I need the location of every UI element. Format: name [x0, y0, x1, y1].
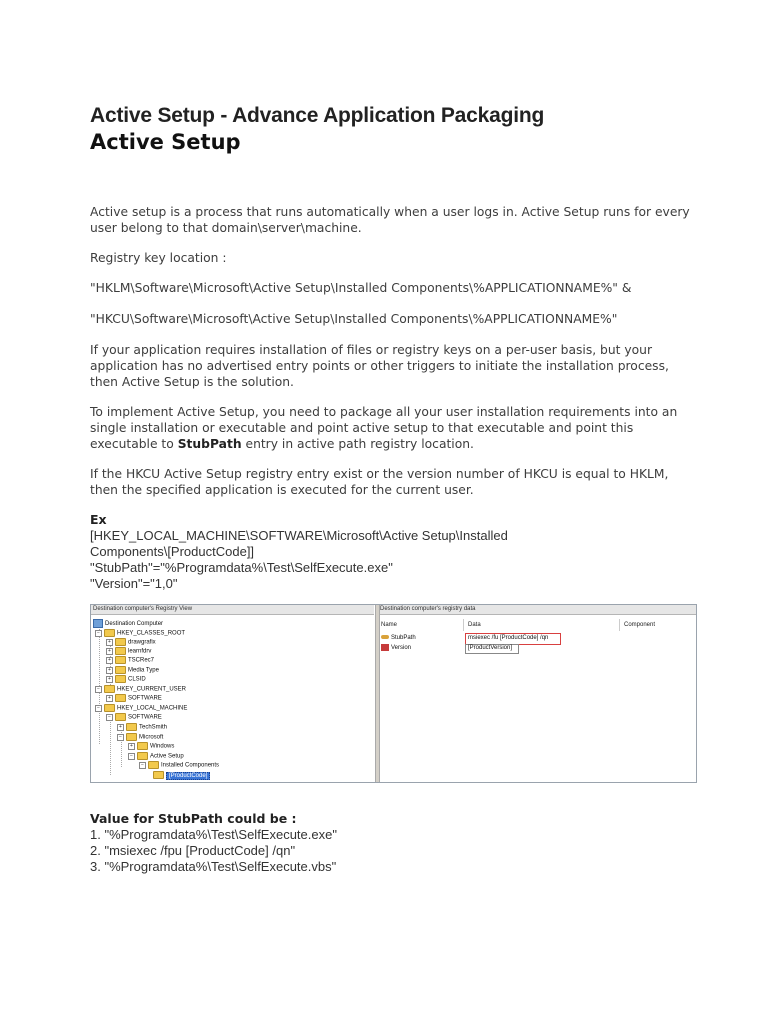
tree-node[interactable] — [95, 685, 186, 694]
folder-icon — [115, 666, 126, 674]
implement-text-before: To implement Active Setup, you need to package all your user installation requirements into an single installation or executable and point active setup to that executable and point this executable to — [90, 405, 678, 451]
folder-icon — [126, 723, 137, 731]
tree-label: Windows — [150, 743, 175, 750]
collapse-icon[interactable]: − — [95, 705, 102, 712]
tree-label: drawgrafix — [128, 639, 156, 646]
tree-node[interactable] — [128, 742, 174, 751]
stubpath-values-heading: Value for StubPath could be : — [90, 811, 297, 826]
folder-icon — [153, 771, 164, 779]
folder-icon — [137, 752, 148, 760]
tree-node[interactable] — [106, 666, 159, 675]
example-heading: Ex — [90, 512, 107, 527]
tree-node[interactable] — [106, 694, 162, 703]
tree-label: Media Type — [128, 667, 159, 674]
collapse-icon[interactable]: − — [106, 714, 113, 721]
tree-label: SOFTWARE — [128, 695, 162, 702]
folder-icon — [126, 733, 137, 741]
example-line: "StubPath"="%Programdata%\Test\SelfExecute.exe" — [90, 560, 393, 575]
expand-icon[interactable]: + — [128, 743, 135, 750]
tree-label: TechSmith — [139, 724, 168, 731]
hkcu-paragraph: If the HKCU Active Setup registry entry exist or the version number of HKCU is equal to HKLM, then the specified application is executed for the current user. — [90, 467, 669, 497]
tree-node[interactable] — [106, 656, 154, 665]
registry-view-header: Destination computer's Registry View — [91, 605, 374, 615]
column-separator[interactable] — [619, 619, 620, 631]
column-header-data[interactable]: Data — [468, 622, 481, 628]
registry-value-row[interactable] — [381, 634, 416, 643]
folder-icon — [148, 761, 159, 769]
tree-line — [110, 715, 111, 775]
collapse-icon[interactable]: − — [117, 734, 124, 741]
registry-data-header: Destination computer's registry data — [378, 605, 696, 615]
folder-icon — [115, 656, 126, 664]
folder-icon — [104, 685, 115, 693]
tree-node[interactable] — [128, 752, 184, 761]
tree-node[interactable] — [117, 723, 167, 732]
column-header-component[interactable]: Component — [624, 622, 656, 628]
tree-label: SOFTWARE — [128, 714, 162, 721]
stubpath-value-item: 3. "%Programdata%\Test\SelfExecute.vbs" — [90, 859, 337, 874]
key-icon — [381, 635, 389, 639]
hklm-path: "HKLM\Software\Microsoft\Active Setup\Installed Components\%APPLICATIONNAME%" & — [90, 281, 632, 295]
tree-label: Destination Computer — [105, 621, 164, 628]
tree-label: Active Setup — [150, 753, 184, 760]
tree-node[interactable] — [106, 713, 162, 722]
folder-icon — [115, 675, 126, 683]
tree-node[interactable] — [106, 675, 146, 684]
folder-icon — [115, 713, 126, 721]
stubpath-value-item: 1. "%Programdata%\Test\SelfExecute.exe" — [90, 827, 337, 842]
stubpath-term: StubPath — [177, 437, 242, 451]
column-header-name[interactable]: Name — [381, 622, 398, 628]
value-data: msiexec /fu [ProductCode] /qn — [468, 635, 549, 641]
expand-icon[interactable]: + — [106, 648, 113, 655]
value-name: Version — [391, 645, 412, 652]
registry-value-row[interactable] — [381, 644, 411, 653]
tree-label: HKEY_CURRENT_USER — [117, 686, 187, 693]
tree-node[interactable] — [106, 638, 156, 647]
example-line: [HKEY_LOCAL_MACHINE\SOFTWARE\Microsoft\Active Setup\Installed — [90, 528, 508, 543]
expand-icon[interactable]: + — [106, 667, 113, 674]
expand-icon[interactable]: + — [106, 676, 113, 683]
folder-icon — [104, 629, 115, 637]
tree-label: Microsoft — [139, 734, 164, 741]
folder-icon — [104, 704, 115, 712]
column-separator[interactable] — [463, 619, 464, 631]
tree-root[interactable] — [93, 619, 163, 628]
tree-label: HKEY_CLASSES_ROOT — [117, 630, 186, 637]
pane-divider — [375, 605, 380, 782]
collapse-icon[interactable]: − — [95, 686, 102, 693]
folder-icon — [115, 638, 126, 646]
folder-icon — [115, 647, 126, 655]
intro-paragraph: Active setup is a process that runs automatically when a user logs in. Active Setup runs for every user belong to that domain\server\machine. — [90, 205, 690, 235]
tree-node-selected[interactable] — [153, 771, 210, 780]
per-user-paragraph: If your application requires installation of files or registry keys on a per-user basis, but your application has no advertised entry points or other triggers to initiate the installation process, then Active Setup is the solution. — [90, 343, 669, 389]
computer-icon — [93, 619, 103, 628]
expand-icon[interactable]: + — [117, 724, 124, 731]
string-value-icon — [381, 644, 389, 651]
page-subtitle: Active Setup — [90, 130, 241, 154]
tree-node[interactable] — [106, 647, 151, 656]
example-line: Components\[ProductCode]] — [90, 544, 255, 559]
implement-paragraph — [90, 404, 700, 452]
tree-node[interactable] — [117, 733, 163, 742]
implement-text-after: entry in active path registry location. — [241, 437, 474, 451]
tree-node[interactable] — [95, 629, 185, 638]
folder-icon — [137, 742, 148, 750]
expand-icon[interactable]: + — [106, 639, 113, 646]
tree-node[interactable] — [139, 761, 219, 770]
registry-screenshot — [90, 604, 697, 783]
expand-icon[interactable]: + — [106, 695, 113, 702]
collapse-icon[interactable]: − — [128, 753, 135, 760]
example-line: "Version"="1,0" — [90, 576, 178, 591]
hkcu-path: "HKCU\Software\Microsoft\Active Setup\Installed Components\%APPLICATIONNAME%" — [90, 312, 618, 326]
folder-icon — [115, 694, 126, 702]
tree-label: TSCRec7 — [128, 657, 155, 664]
tree-label: HKEY_LOCAL_MACHINE — [117, 705, 188, 712]
tree-node[interactable] — [95, 704, 187, 713]
collapse-icon[interactable]: − — [139, 762, 146, 769]
value-data: [ProductVersion] — [468, 645, 513, 651]
tree-label: CLSID — [128, 676, 146, 683]
registry-key-label: Registry key location : — [90, 251, 227, 265]
expand-icon[interactable]: + — [106, 657, 113, 664]
collapse-icon[interactable]: − — [95, 630, 102, 637]
value-name: StubPath — [391, 635, 416, 641]
tree-label: [ProductCode] — [166, 772, 210, 780]
tree-label: Installed Components — [161, 762, 220, 769]
stubpath-value-item: 2. "msiexec /fpu [ProductCode] /qn" — [90, 843, 296, 858]
page-title: Active Setup - Advance Application Packaging — [90, 104, 545, 127]
tree-label: learnfdrv — [128, 648, 152, 655]
